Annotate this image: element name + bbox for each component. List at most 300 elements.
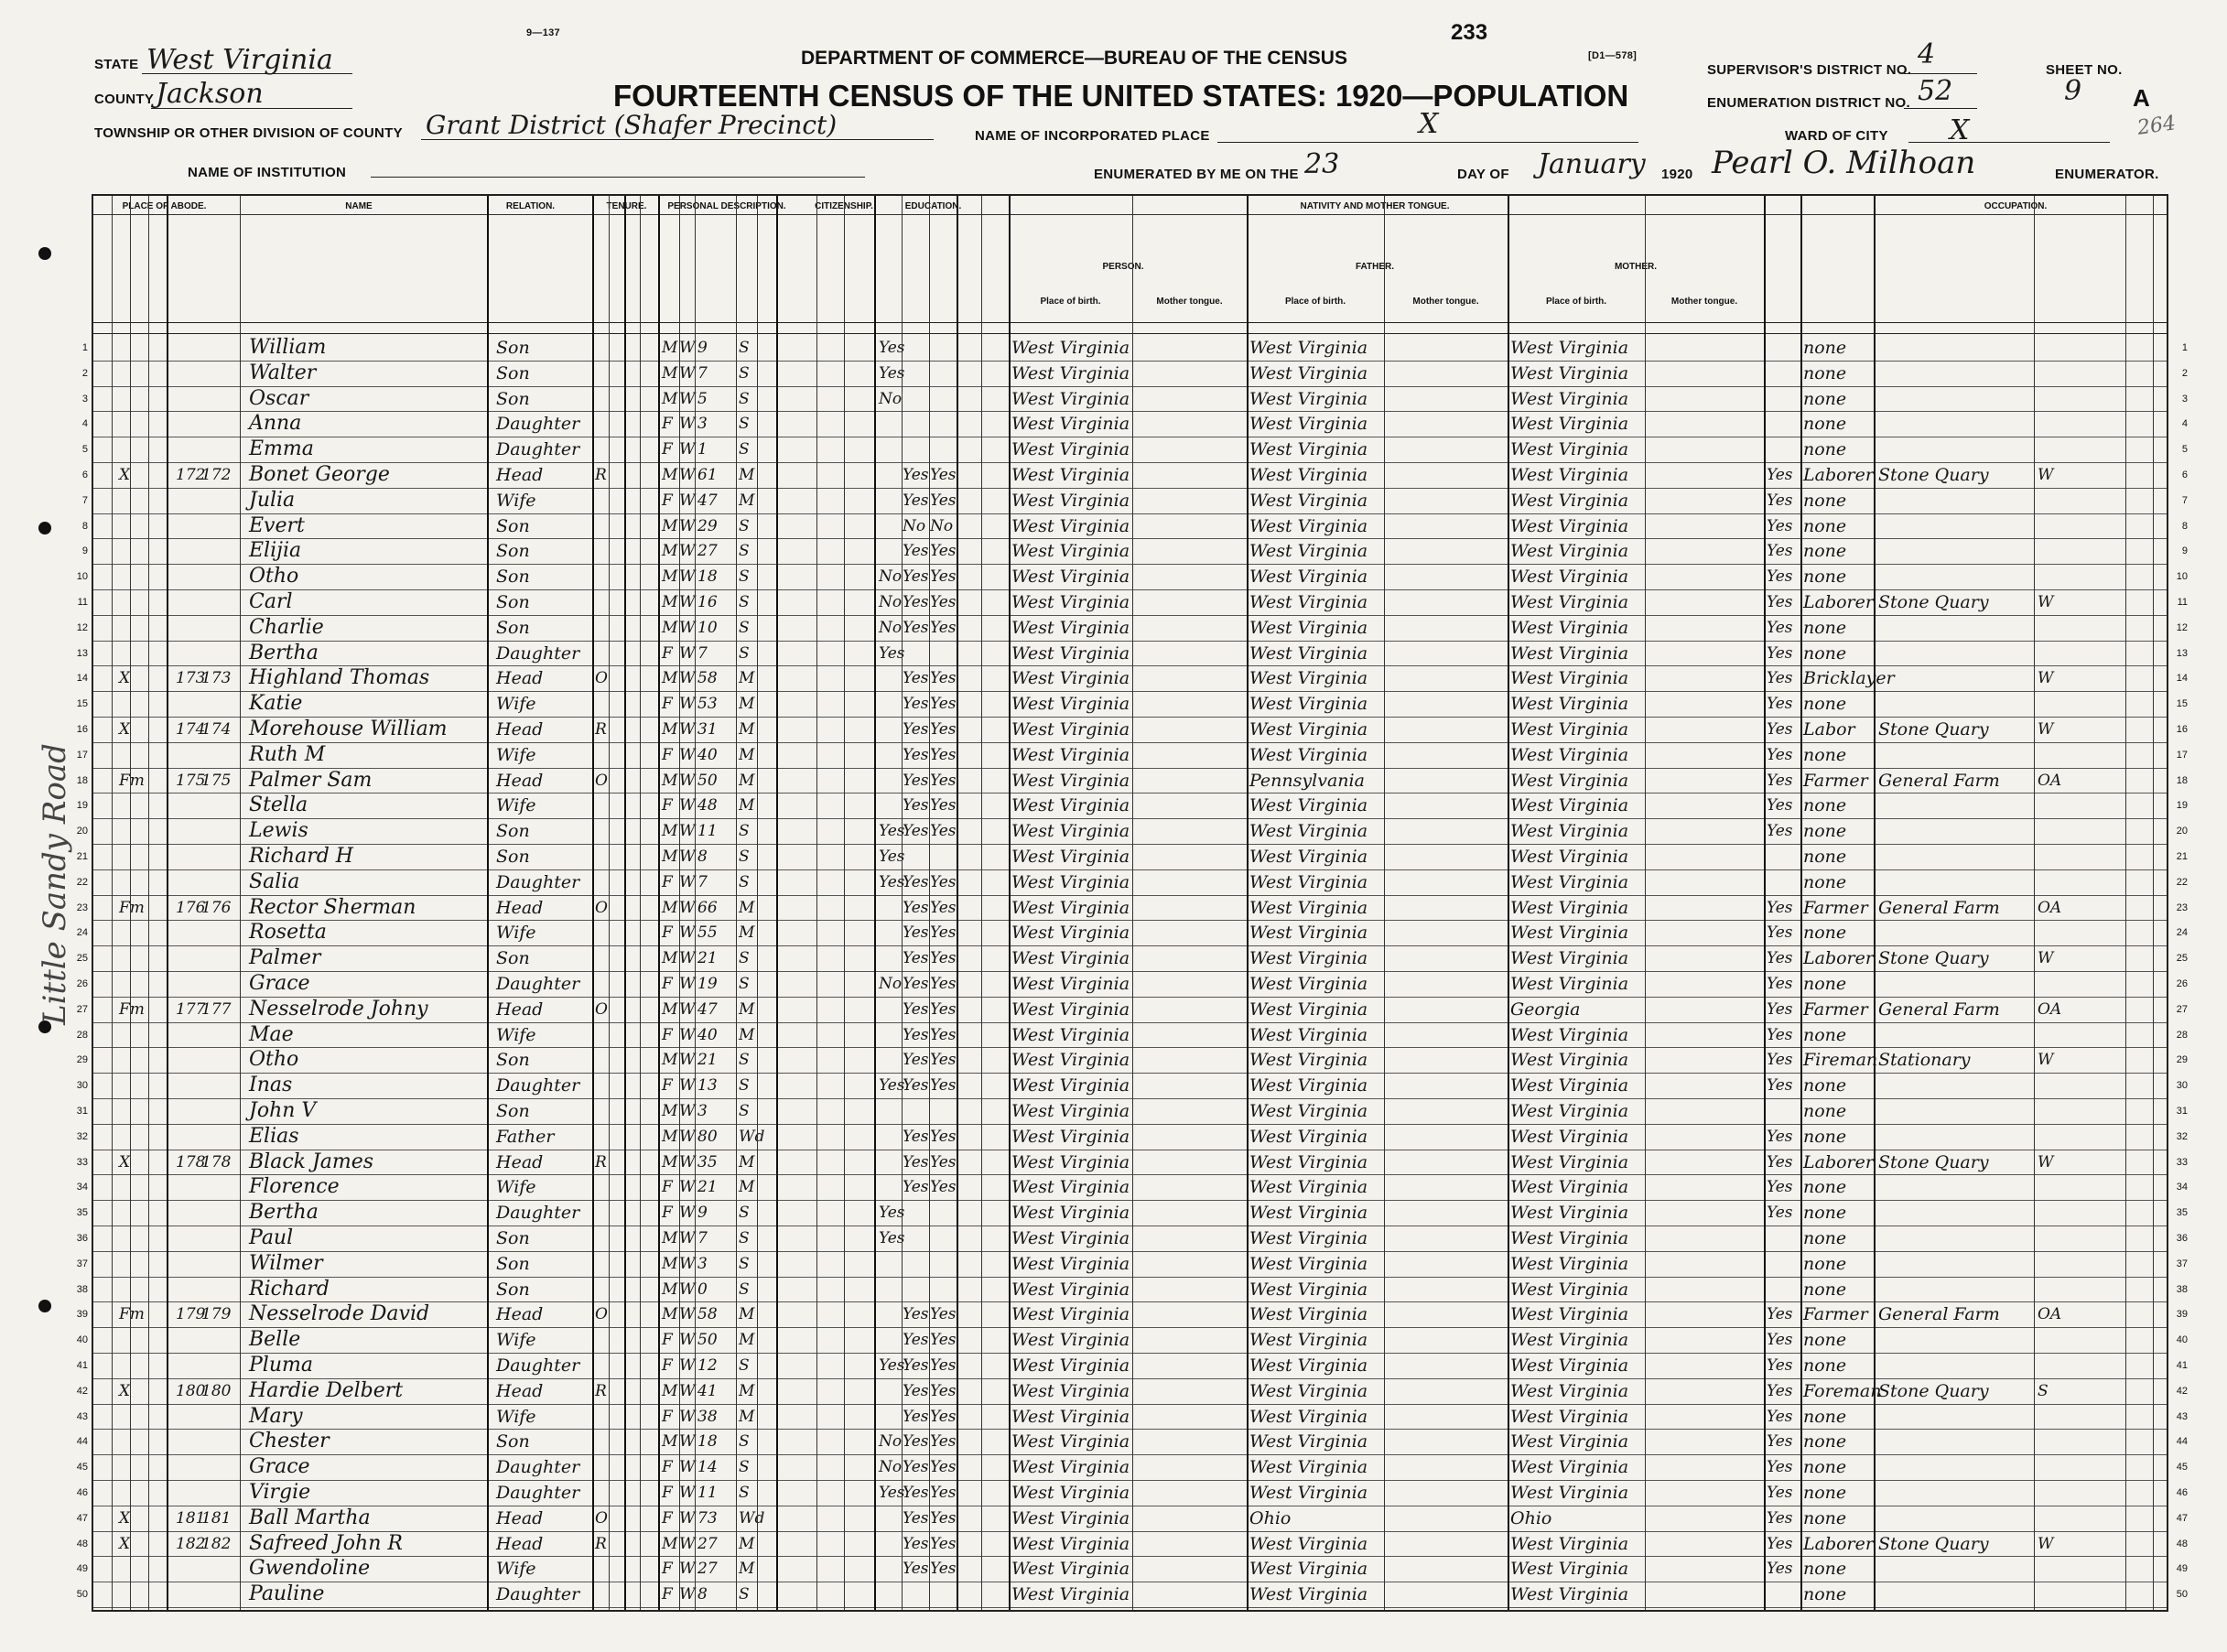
marital-status: S: [739, 1279, 750, 1299]
school: No: [879, 593, 903, 611]
person-name: Bertha: [249, 641, 319, 664]
industry: Stone Quary: [1878, 592, 1989, 612]
relation: Daughter: [496, 642, 580, 664]
person-name: Richard: [249, 1277, 330, 1301]
sheet-value: 9: [2064, 75, 2082, 107]
county-underline: [151, 108, 352, 109]
birthplace: West Virginia: [1011, 414, 1130, 435]
can-read: Yes: [903, 593, 929, 611]
line-number: 13: [76, 647, 88, 659]
dwelling-mark: X: [119, 1508, 131, 1528]
father-birthplace: West Virginia: [1249, 1483, 1368, 1503]
can-write: Yes: [930, 1178, 957, 1197]
page-stamp: 233: [1451, 20, 1488, 45]
marital-status: S: [739, 1102, 750, 1120]
occupation: none: [1803, 1355, 1847, 1376]
column-divider: [240, 196, 241, 1610]
mother-birthplace: West Virginia: [1510, 974, 1629, 994]
birthplace: West Virginia: [1011, 821, 1130, 842]
age: 3: [697, 415, 708, 434]
tenure: O: [595, 1305, 608, 1324]
age: 1: [697, 440, 708, 459]
age: 8: [697, 1585, 708, 1604]
age: 18: [697, 1432, 718, 1452]
person-name: Elias: [249, 1124, 299, 1148]
father-birthplace: Pennsylvania: [1249, 770, 1365, 791]
relation: Head: [496, 1304, 544, 1325]
column-divider: [148, 196, 149, 1610]
relation: Daughter: [496, 439, 580, 460]
line-number: 16: [76, 724, 88, 735]
line-number-right: 8: [2181, 520, 2188, 532]
ward-underline: [1908, 142, 2110, 143]
speaks-english: Yes: [1767, 975, 1793, 993]
sex: M: [662, 1051, 678, 1070]
race: W: [679, 1152, 696, 1172]
can-write: Yes: [930, 618, 957, 637]
punch-hole: [38, 522, 51, 534]
school: Yes: [879, 363, 905, 383]
school: Yes: [879, 1229, 905, 1247]
township-underline: [421, 139, 934, 140]
mother-birthplace: West Virginia: [1510, 1075, 1629, 1096]
line-number: 19: [76, 800, 88, 812]
age: 31: [697, 720, 718, 739]
speaks-english: Yes: [1767, 643, 1793, 663]
relation: Wife: [496, 1559, 536, 1580]
relation: Head: [496, 897, 544, 918]
sex: F: [662, 796, 673, 815]
marital-status: M: [739, 1331, 755, 1350]
age: 40: [697, 745, 718, 764]
line-number-right: 11: [2177, 597, 2188, 608]
dwelling-number: 179: [176, 1305, 206, 1324]
race: W: [679, 466, 696, 484]
worker-class: W: [2038, 720, 2054, 739]
person-name: Salia: [249, 869, 300, 893]
line-number-right: 21: [2176, 851, 2188, 862]
mother-birthplace: West Virginia: [1510, 847, 1629, 867]
marital-status: S: [739, 1076, 750, 1096]
worker-class: OA: [2038, 771, 2062, 790]
line-number-right: 41: [2176, 1360, 2188, 1371]
line-number: 8: [81, 520, 88, 532]
relation: Son: [496, 948, 530, 969]
person-name: Evert: [249, 513, 305, 537]
line-number-right: 6: [2181, 470, 2188, 480]
relation: Head: [496, 1151, 544, 1172]
marital-status: M: [739, 923, 755, 943]
column-divider: [130, 196, 131, 1610]
race: W: [679, 491, 696, 510]
marital-status: S: [739, 1229, 750, 1247]
age: 7: [697, 643, 708, 663]
tenure: R: [595, 720, 607, 739]
person-name: Pluma: [249, 1354, 313, 1377]
person-name: Rosetta: [249, 921, 327, 945]
relation: Wife: [496, 795, 536, 816]
can-write: Yes: [930, 975, 957, 993]
occupation: Laborer: [1803, 1151, 1874, 1172]
mother-birthplace: West Virginia: [1510, 388, 1629, 409]
can-write: Yes: [930, 1356, 957, 1375]
speaks-english: Yes: [1767, 567, 1793, 587]
mother-birthplace: West Virginia: [1510, 1203, 1629, 1224]
township-value: Grant District (Shafer Precinct): [426, 110, 838, 140]
race: W: [679, 542, 696, 561]
father-birthplace: West Virginia: [1249, 439, 1368, 460]
line-number-right: 16: [2176, 724, 2188, 735]
occupation: none: [1803, 1584, 1847, 1605]
industry: Stone Quary: [1878, 948, 1989, 969]
dwelling-number: 182: [176, 1534, 206, 1553]
school: No: [879, 567, 903, 587]
sex: F: [662, 1560, 673, 1579]
relation: Son: [496, 1253, 530, 1274]
speaks-english: Yes: [1767, 491, 1793, 510]
race: W: [679, 1331, 696, 1350]
can-read: Yes: [903, 720, 929, 739]
age: 10: [697, 618, 718, 637]
can-write: Yes: [930, 771, 957, 790]
dwelling-number: 172: [176, 466, 206, 484]
can-write: Yes: [930, 466, 957, 484]
relation: Daughter: [496, 1203, 580, 1224]
can-write: Yes: [930, 745, 957, 764]
can-write: Yes: [930, 720, 957, 739]
marital-status: M: [739, 466, 755, 484]
school: No: [879, 975, 903, 993]
sex: M: [662, 999, 678, 1019]
race: W: [679, 363, 696, 383]
column-divider: [736, 196, 737, 1610]
enumeration-underline: [1904, 108, 1977, 109]
marital-status: S: [739, 1356, 750, 1375]
school: Yes: [879, 1484, 905, 1502]
age: 3: [697, 1102, 708, 1120]
mother-birthplace: West Virginia: [1510, 338, 1629, 358]
occupation: none: [1803, 1483, 1847, 1503]
race: W: [679, 1432, 696, 1452]
can-write: Yes: [930, 1381, 957, 1400]
can-read: Yes: [903, 975, 929, 993]
age: 50: [697, 771, 718, 790]
group-name: NAME: [345, 201, 373, 211]
county-value: Jackson: [156, 78, 264, 110]
age: 19: [697, 975, 718, 993]
father-birthplace: West Virginia: [1249, 1431, 1368, 1452]
supervisor-underline: [1904, 73, 1977, 74]
race: W: [679, 720, 696, 739]
mother-birthplace: West Virginia: [1510, 1380, 1629, 1401]
age: 8: [697, 848, 708, 866]
occupation: Fireman: [1803, 1050, 1878, 1071]
person-name: Elijia: [249, 539, 302, 563]
mother-birthplace: West Virginia: [1510, 795, 1629, 816]
can-read: Yes: [903, 1025, 929, 1044]
line-number-right: 30: [2176, 1080, 2188, 1092]
line-number: 35: [76, 1207, 88, 1219]
line-number-right: 37: [2176, 1258, 2188, 1269]
marital-status: M: [739, 745, 755, 764]
column-divider: [679, 196, 680, 1610]
relation: Son: [496, 1101, 530, 1121]
birthplace: West Virginia: [1011, 592, 1130, 612]
mother-birthplace: West Virginia: [1510, 744, 1629, 765]
column-divider: [757, 196, 758, 1610]
school: Yes: [879, 1204, 905, 1223]
speaks-english: Yes: [1767, 999, 1793, 1019]
birthplace: West Virginia: [1011, 1151, 1130, 1172]
line-number-right: 10: [2176, 571, 2188, 583]
occupation: none: [1803, 1457, 1847, 1478]
column-divider: [1247, 196, 1249, 1610]
race: W: [679, 999, 696, 1019]
column-divider: [874, 196, 876, 1610]
age: 3: [697, 1254, 708, 1273]
relation: Daughter: [496, 1483, 580, 1503]
race: W: [679, 695, 696, 714]
birthplace: West Virginia: [1011, 1101, 1130, 1121]
father-birthplace: West Virginia: [1249, 1151, 1368, 1172]
column-divider: [1384, 196, 1385, 1610]
sex: M: [662, 1229, 678, 1247]
person-name: Bonet George: [249, 463, 390, 486]
occupation: none: [1803, 744, 1847, 765]
speaks-english: Yes: [1767, 1484, 1793, 1502]
occupation: none: [1803, 515, 1847, 536]
father-birthplace: West Virginia: [1249, 465, 1368, 485]
occupation: none: [1803, 414, 1847, 435]
birthplace: West Virginia: [1011, 617, 1130, 638]
speaks-english: Yes: [1767, 923, 1793, 943]
father-birthplace: West Virginia: [1249, 974, 1368, 994]
speaks-english: Yes: [1767, 771, 1793, 790]
can-read: Yes: [903, 669, 929, 688]
line-number: 17: [76, 749, 88, 761]
speaks-english: Yes: [1767, 1356, 1793, 1375]
line-number: 14: [76, 673, 88, 685]
school: Yes: [879, 643, 905, 663]
line-number-right: 4: [2181, 418, 2188, 430]
mother-birthplace: West Virginia: [1510, 897, 1629, 918]
can-read: Yes: [903, 1127, 929, 1146]
father-birthplace: West Virginia: [1249, 1457, 1368, 1478]
column-divider: [112, 196, 113, 1610]
marital-status: M: [739, 999, 755, 1019]
person-name: Otho: [249, 565, 299, 588]
can-write: Yes: [930, 949, 957, 968]
can-read: Yes: [903, 1484, 929, 1502]
occupation: none: [1803, 821, 1847, 842]
can-read: Yes: [903, 1178, 929, 1197]
birthplace: West Virginia: [1011, 1253, 1130, 1274]
line-number-right: 1: [2181, 342, 2188, 353]
line-number-right: 48: [2176, 1538, 2188, 1549]
relation: Son: [496, 1279, 530, 1300]
line-number: 39: [76, 1309, 88, 1321]
race: W: [679, 516, 696, 535]
line-number-right: 47: [2176, 1512, 2188, 1524]
marital-status: M: [739, 1534, 755, 1553]
column-divider: [640, 196, 641, 1610]
dwelling-number: 175: [176, 771, 206, 790]
birthplace: West Virginia: [1011, 465, 1130, 485]
occupation: none: [1803, 388, 1847, 409]
sex: M: [662, 1432, 678, 1452]
form-number: 9—137: [526, 27, 560, 38]
group-education: EDUCATION.: [904, 201, 962, 211]
age: 61: [697, 466, 718, 484]
column-divider: [1764, 196, 1766, 1610]
occupation: none: [1803, 795, 1847, 816]
occupation: Farmer: [1803, 999, 1868, 1020]
sex: F: [662, 1076, 673, 1096]
race: W: [679, 1025, 696, 1044]
can-write: Yes: [930, 567, 957, 587]
column-divider: [609, 196, 610, 1610]
marital-status: S: [739, 949, 750, 968]
line-number-right: 13: [2176, 647, 2188, 659]
speaks-english: Yes: [1767, 796, 1793, 815]
person-name: Nesselrode David: [249, 1302, 430, 1326]
person-name: Rector Sherman: [249, 895, 416, 919]
column-divider: [1645, 196, 1646, 1610]
occupation: none: [1803, 617, 1847, 638]
school: Yes: [879, 1076, 905, 1096]
father-birthplace: West Virginia: [1249, 1177, 1368, 1198]
birthplace: West Virginia: [1011, 1075, 1130, 1096]
birthplace: West Virginia: [1011, 1203, 1130, 1224]
enumeration-label: ENUMERATION DISTRICT NO.: [1707, 95, 1910, 111]
father-birthplace: West Virginia: [1249, 744, 1368, 765]
age: 12: [697, 1356, 718, 1375]
column-divider: [1508, 196, 1509, 1610]
race: W: [679, 975, 696, 993]
sex: M: [662, 1254, 678, 1273]
relation: Head: [496, 770, 544, 791]
school: Yes: [879, 848, 905, 866]
line-number-right: 17: [2176, 749, 2188, 761]
can-read: Yes: [903, 1534, 929, 1553]
line-number: 37: [76, 1258, 88, 1269]
dwelling-mark: Fm: [119, 771, 145, 790]
school: Yes: [879, 872, 905, 891]
birthplace: West Virginia: [1011, 1483, 1130, 1503]
race: W: [679, 593, 696, 611]
mother-birthplace: West Virginia: [1510, 592, 1629, 612]
sex: F: [662, 1407, 673, 1426]
birthplace: West Virginia: [1011, 897, 1130, 918]
mother-birthplace: West Virginia: [1510, 1304, 1629, 1325]
line-number-right: 12: [2176, 621, 2188, 633]
birthplace: West Virginia: [1011, 1559, 1130, 1580]
mother-birthplace: West Virginia: [1510, 541, 1629, 562]
can-read: Yes: [903, 1508, 929, 1528]
industry: General Farm: [1878, 770, 2000, 791]
can-write: Yes: [930, 898, 957, 917]
mother-birthplace: West Virginia: [1510, 1584, 1629, 1605]
can-read: Yes: [903, 1560, 929, 1579]
person-name: Katie: [249, 692, 303, 716]
age: 0: [697, 1279, 708, 1299]
birthplace: West Virginia: [1011, 439, 1130, 460]
can-read: Yes: [903, 618, 929, 637]
birthplace: West Virginia: [1011, 388, 1130, 409]
marital-status: M: [739, 491, 755, 510]
line-number: 6: [81, 470, 88, 480]
subhead-father-tongue: Mother tongue.: [1412, 297, 1479, 307]
father-birthplace: West Virginia: [1249, 668, 1368, 689]
can-write: Yes: [930, 1508, 957, 1528]
column-divider: [695, 196, 696, 1610]
age: 38: [697, 1407, 718, 1426]
line-number-right: 50: [2176, 1589, 2188, 1601]
can-write: Yes: [930, 1484, 957, 1502]
person-name: Nesselrode Johny: [249, 997, 428, 1020]
speaks-english: Yes: [1767, 1534, 1793, 1553]
can-write: Yes: [930, 542, 957, 561]
relation: Head: [496, 1507, 544, 1528]
sex: M: [662, 898, 678, 917]
can-read: Yes: [903, 567, 929, 587]
worker-class: W: [2038, 1152, 2054, 1172]
father-birthplace: Ohio: [1249, 1507, 1292, 1528]
line-number: 1: [81, 342, 88, 353]
relation: Daughter: [496, 1457, 580, 1478]
group-relation: RELATION.: [505, 201, 556, 211]
subhead-mother-birthplace: Place of birth.: [1545, 297, 1607, 307]
line-number-right: 29: [2176, 1054, 2188, 1066]
sex: F: [662, 643, 673, 663]
occupation: none: [1803, 871, 1847, 892]
margin-note: 264: [2135, 112, 2178, 140]
speaks-english: Yes: [1767, 1407, 1793, 1426]
school: No: [879, 389, 903, 408]
speaks-english: Yes: [1767, 669, 1793, 688]
column-divider: [929, 196, 930, 1610]
line-number-right: 42: [2176, 1385, 2188, 1397]
marital-status: S: [739, 1484, 750, 1502]
person-name: Otho: [249, 1048, 299, 1072]
column-divider: [487, 196, 489, 1610]
person-name: Emma: [249, 437, 314, 461]
column-divider: [2153, 196, 2154, 1610]
age: 40: [697, 1025, 718, 1044]
school: Yes: [879, 822, 905, 841]
can-write: Yes: [930, 1025, 957, 1044]
line-number: 32: [76, 1130, 88, 1142]
sex: F: [662, 1356, 673, 1375]
age: 16: [697, 593, 718, 611]
relation: Son: [496, 388, 530, 409]
dwelling-number: 174: [176, 720, 206, 739]
column-divider: [816, 196, 817, 1610]
occupation: none: [1803, 1177, 1847, 1198]
can-read: Yes: [903, 466, 929, 484]
relation: Head: [496, 999, 544, 1020]
group-citizenship: CITIZENSHIP.: [815, 201, 873, 211]
mother-birthplace: West Virginia: [1510, 362, 1629, 383]
occupation: none: [1803, 439, 1847, 460]
can-read: Yes: [903, 796, 929, 815]
birthplace: West Virginia: [1011, 719, 1130, 740]
father-birthplace: West Virginia: [1249, 1355, 1368, 1376]
mother-birthplace: West Virginia: [1510, 1279, 1629, 1300]
father-birthplace: West Virginia: [1249, 642, 1368, 664]
marital-status: M: [739, 1178, 755, 1197]
can-read: Yes: [903, 1152, 929, 1172]
